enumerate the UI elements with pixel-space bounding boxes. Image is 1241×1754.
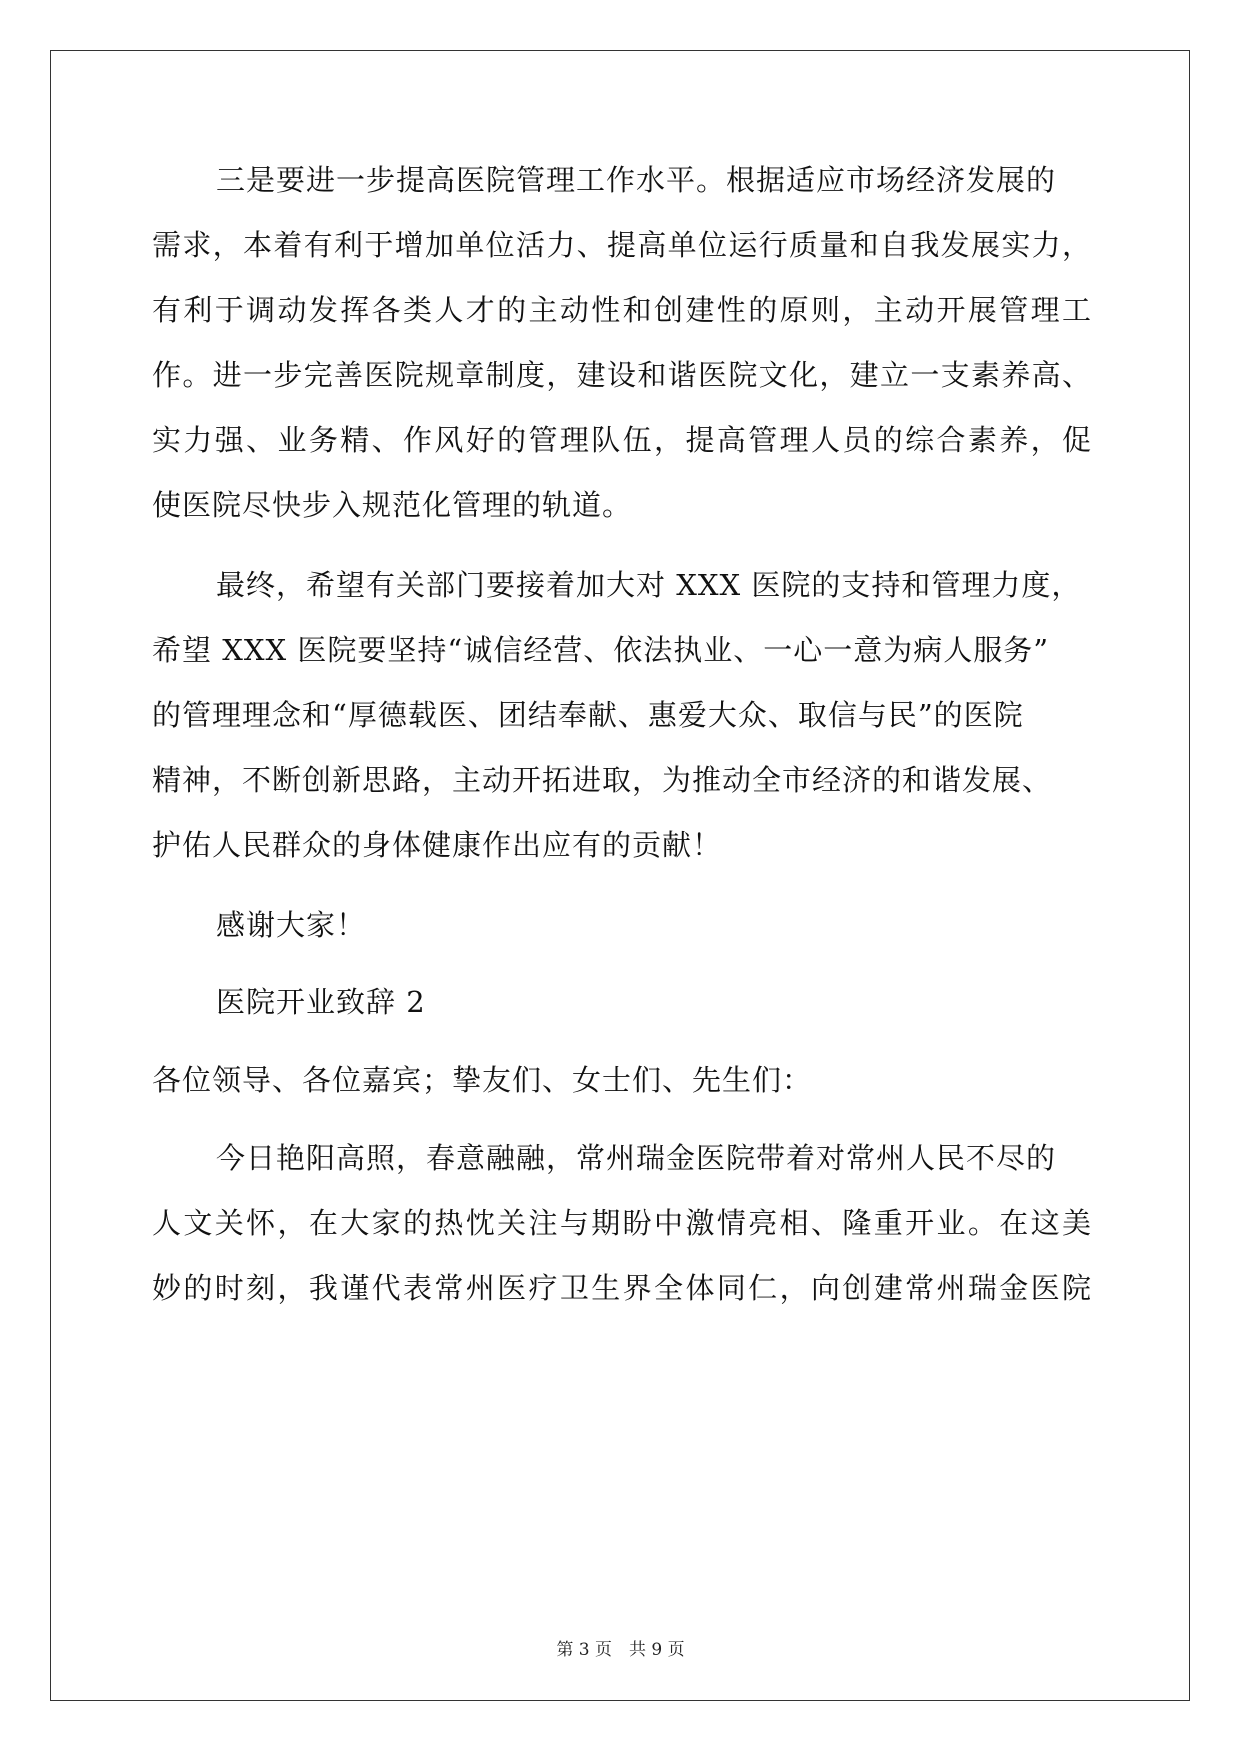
text-line: 最终，希望有关部门要接着加大对 XXX 医院的支持和管理力度，: [216, 568, 1082, 602]
page-number: 第 3 页 共 9 页: [556, 1640, 685, 1660]
text-line: 需求，本着有利于增加单位活力、提高单位运行质量和自我发展实力，: [152, 228, 1092, 262]
text-line: 实力强、业务精、作风好的管理队伍，提高管理人员的综合素养，促: [152, 423, 1092, 457]
text-line: 妙的时刻，我谨代表常州医疗卫生界全体同仁，向创建常州瑞金医院: [152, 1271, 1092, 1305]
closing-line: 感谢大家！: [216, 908, 367, 942]
text-line: 今日艳阳高照，春意融融，常州瑞金医院带着对常州人民不尽的: [216, 1141, 1057, 1175]
text-line: 护佑人民群众的身体健康作出应有的贡献！: [152, 828, 723, 862]
text-line: 人文关怀，在大家的热忱关注与期盼中激情亮相、隆重开业。在这美: [152, 1206, 1092, 1240]
text-line: 三是要进一步提高医院管理工作水平。根据适应市场经济发展的: [216, 163, 1057, 197]
salutation-line: 各位领导、各位嘉宾；挚友们、女士们、先生们：: [152, 1063, 813, 1097]
text-line: 希望 XXX 医院要坚持“诚信经营、依法执业、一心一意为病人服务”: [152, 633, 1050, 667]
section-title: 医院开业致辞 2: [216, 985, 426, 1019]
text-line: 有利于调动发挥各类人才的主动性和创建性的原则，主动开展管理工: [152, 293, 1092, 327]
text-line: 的管理理念和“厚德载医、团结奉献、惠爱大众、取信与民”的医院: [152, 698, 1024, 732]
text-line: 作。进一步完善医院规章制度，建设和谐医院文化，建立一支素养高、: [152, 358, 1092, 392]
text-line: 使医院尽快步入规范化管理的轨道。: [152, 488, 633, 522]
text-line: 精神，不断创新思路，主动开拓进取，为推动全市经济的和谐发展、: [152, 763, 1053, 797]
